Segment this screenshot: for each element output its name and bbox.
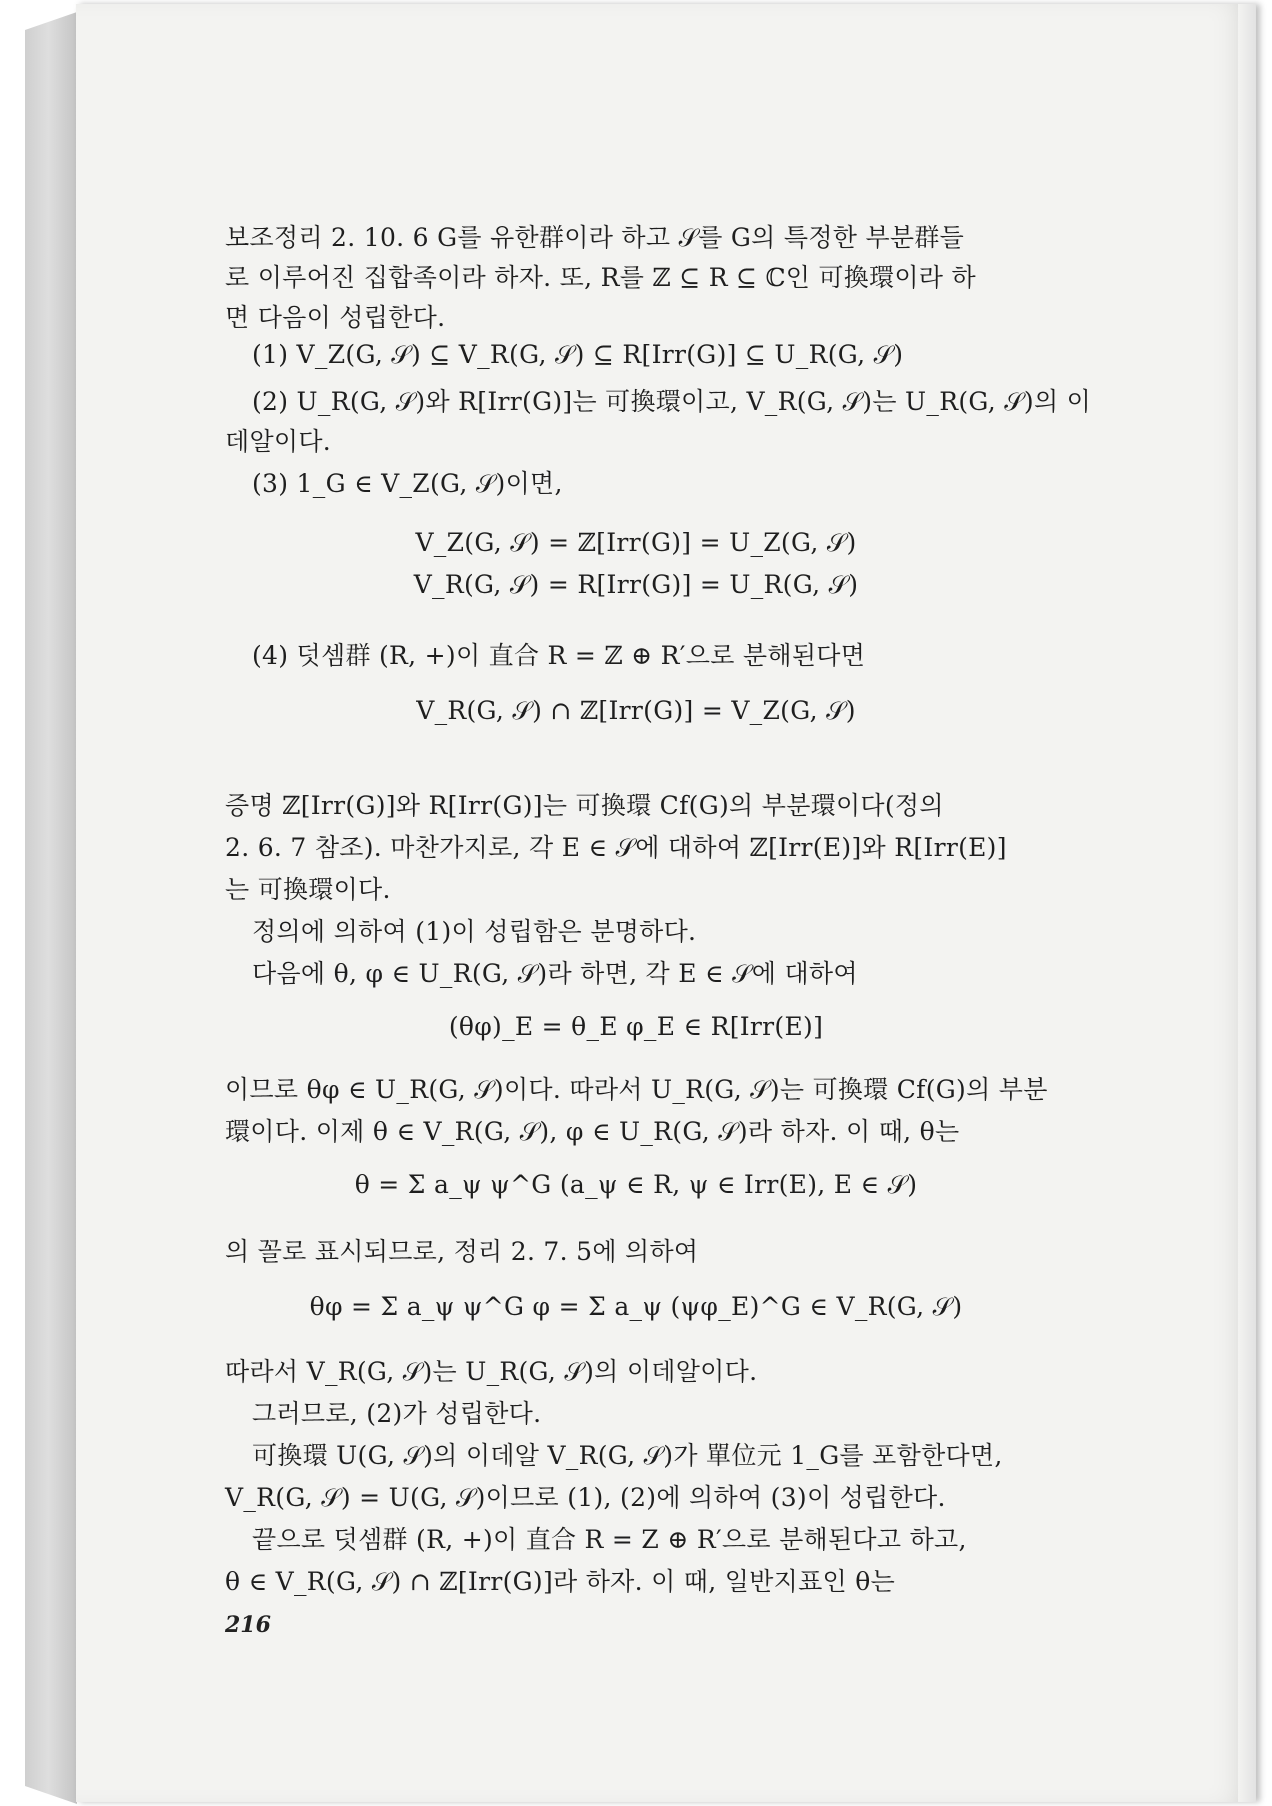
text-line-l09: V_R(G, 𝒮) = R[Irr(G)] = U_R(G, 𝒮) <box>413 570 859 599</box>
text-line-l14: 는 可換環이다. <box>225 875 391 904</box>
text-line-l10: (4) 덧셈群 (R, +)이 直合 R = ℤ ⊕ R′으로 분해된다면 <box>252 641 866 670</box>
text-line-l25: 可換環 U(G, 𝒮)의 이데알 V_R(G, 𝒮)가 單位元 1_G를 포함한다면, <box>252 1441 1003 1470</box>
text-line-l06: 데알이다. <box>225 427 332 456</box>
text-line-l21: 의 꼴로 표시되므로, 정리 2. 7. 5에 의하여 <box>225 1237 699 1266</box>
text-line-l08: V_Z(G, 𝒮) = ℤ[Irr(G)] = U_Z(G, 𝒮) <box>415 528 857 557</box>
text-line-l07: (3) 1_G ∈ V_Z(G, 𝒮)이면, <box>252 469 563 498</box>
book-spine <box>25 12 77 1804</box>
text-line-l19: 環이다. 이제 θ ∈ V_R(G, 𝒮), φ ∈ U_R(G, 𝒮)라 하자. 이 때, θ는 <box>225 1117 960 1146</box>
text-line-l24: 그러므로, (2)가 성립한다. <box>252 1399 542 1428</box>
text-line-l27: 끝으로 덧셈群 (R, +)이 直合 R = Z ⊕ R′으로 분해된다고 하고, <box>252 1525 967 1554</box>
text-line-l26: V_R(G, 𝒮) = U(G, 𝒮)이므로 (1), (2)에 의하여 (3)이 성립한다. <box>225 1483 946 1512</box>
text-line-l04: (1) V_Z(G, 𝒮) ⊆ V_R(G, 𝒮) ⊆ R[Irr(G)] ⊆ U_R(G, 𝒮) <box>252 340 904 369</box>
text-line-l05: (2) U_R(G, 𝒮)와 R[Irr(G)]는 可換環이고, V_R(G, 𝒮)는 U_R(G, 𝒮)의 이 <box>252 387 1092 416</box>
text-line-l15: 정의에 의하여 (1)이 성립함은 분명하다. <box>252 917 697 946</box>
text-line-l03: 면 다음이 성립한다. <box>225 303 446 332</box>
text-line-l23: 따라서 V_R(G, 𝒮)는 U_R(G, 𝒮)의 이데알이다. <box>225 1357 758 1386</box>
text-line-l16: 다음에 θ, φ ∈ U_R(G, 𝒮)라 하면, 각 E ∈ 𝒮에 대하여 <box>252 959 858 988</box>
page-edge-shadow <box>1238 4 1256 1802</box>
text-line-l11: V_R(G, 𝒮) ∩ ℤ[Irr(G)] = V_Z(G, 𝒮) <box>416 696 856 725</box>
text-line-l13: 2. 6. 7 참조). 마찬가지로, 각 E ∈ 𝒮에 대하여 ℤ[Irr(E)]와 R[Irr(E)] <box>225 833 1007 862</box>
text-line-l18: 이므로 θφ ∈ U_R(G, 𝒮)이다. 따라서 U_R(G, 𝒮)는 可換環 Cf(G)의 부분 <box>225 1075 1048 1104</box>
text-line-l17: (θφ)_E = θ_E φ_E ∈ R[Irr(E)] <box>448 1012 824 1041</box>
page-number: 216 <box>225 1612 271 1638</box>
text-line-l02: 로 이루어진 집합족이라 하자. 또, R를 ℤ ⊆ R ⊆ ℂ인 可換環이라 하 <box>225 263 976 292</box>
text-line-l12: 증명 ℤ[Irr(G)]와 R[Irr(G)]는 可換環 Cf(G)의 부분環이다(정의 <box>225 791 944 820</box>
text-line-l01: 보조정리 2. 10. 6 G를 유한群이라 하고 𝒮를 G의 특정한 부분群들 <box>225 223 965 252</box>
text-line-l20: θ = Σ a_ψ ψ^G (a_ψ ∈ R, ψ ∈ Irr(E), E ∈ 𝒮) <box>354 1170 918 1199</box>
text-line-l22: θφ = Σ a_ψ ψ^G φ = Σ a_ψ (ψφ_E)^G ∈ V_R(G, 𝒮) <box>309 1292 963 1321</box>
text-line-l28: θ ∈ V_R(G, 𝒮) ∩ ℤ[Irr(G)]라 하자. 이 때, 일반지표인 θ는 <box>225 1567 896 1596</box>
